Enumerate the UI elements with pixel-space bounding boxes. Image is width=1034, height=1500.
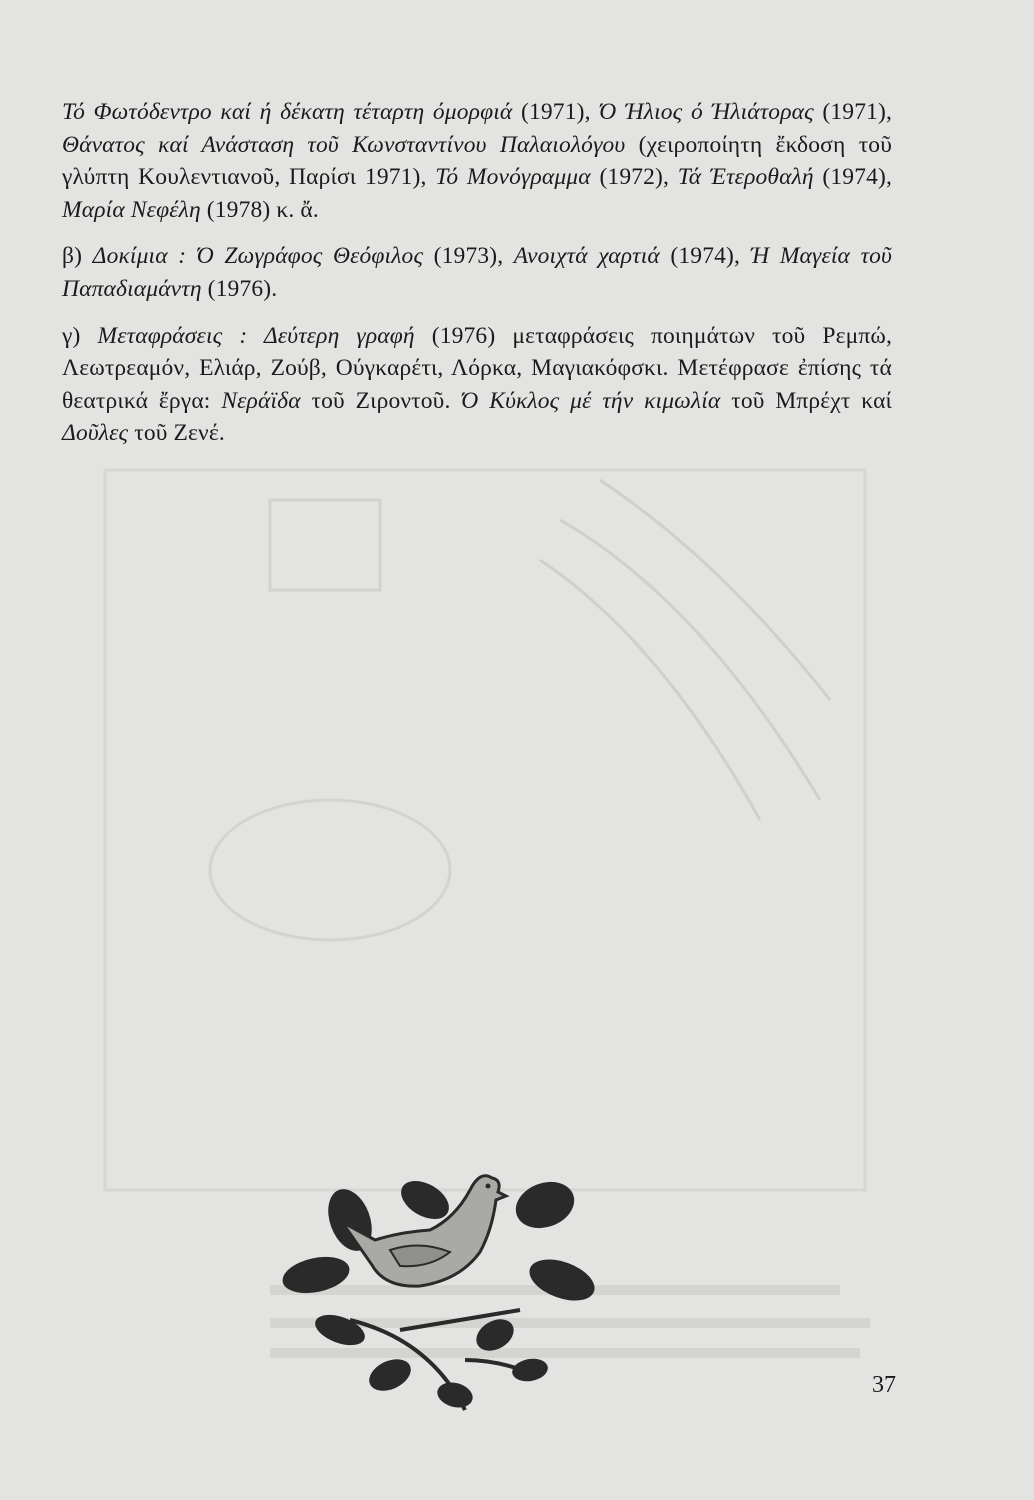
bird-on-branch-icon [280, 1170, 600, 1420]
paragraph-translations [62, 320, 892, 450]
text-run: Μαρία Νεφέλη [62, 196, 201, 223]
text-run: τοῦ Ζιροντοῦ. [300, 387, 462, 414]
text-run: Τό Φωτόδεντρο καί ή δέκατη τέταρτη όμορφιά [62, 99, 513, 125]
text-run: Ανοιχτά χαρτιά [513, 243, 660, 270]
text-run: Μεταφράσεις : Δεύτερη γραφή [97, 322, 415, 349]
text-run: Δοκίμια : Ό Ζωγράφος Θεόφιλος [92, 243, 424, 270]
text-run: (1974), [659, 243, 751, 270]
text-run: (χειροποίητη ἔκδοση τοῦ γλύπτη Κουλεντιανοῦ, Παρίσι 1971), [62, 131, 892, 191]
text-run: Δοῦλες [62, 420, 129, 447]
text-run: Τά Έτεροθαλή [677, 164, 814, 191]
text-run: Ό Κύκλος μέ τήν κιμωλία [461, 387, 721, 414]
body-text [62, 96, 892, 464]
text-run: β) [62, 243, 93, 270]
text-run: (1978) κ. ἄ. [200, 196, 319, 223]
text-run: (1976). [201, 275, 278, 302]
text-run: τοῦ Μπρέχτ καί [720, 387, 893, 414]
paragraph-essays [62, 240, 892, 305]
page-number: 37 [872, 1372, 896, 1398]
text-run: Νεράϊδα [221, 387, 301, 414]
text-run: (1971), [813, 99, 892, 125]
text-run: Τό Μονόγραμμα [435, 164, 591, 191]
text-run: γ) [62, 322, 98, 349]
paragraph-works [62, 96, 892, 226]
text-run: τοῦ Ζενέ. [128, 420, 225, 447]
text-run: (1974), [813, 164, 892, 191]
text-run: (1971), [512, 99, 600, 125]
text-run: Ή Μαγεία τοῦ Παπαδιαμάντη [62, 243, 892, 302]
text-run: (1976) μεταφράσεις ποιημάτων τοῦ Ρεμπώ, Λεωτρεαμόν, Ελιάρ, Ζούβ, Ούγκαρέτι, Λόρκα, Μαγιακόφσκι. Μετέφρασε ἐπίσης τά θεατρικά ἔργα: [62, 322, 893, 414]
text-run: (1973), [423, 243, 514, 270]
text-run: (1972), [590, 164, 678, 191]
text-run: Ό Ήλιος ό Ήλιάτορας [599, 99, 814, 125]
text-run: Θάνατος καί Ανάσταση τοῦ Κωνσταντίνου Παλαιολόγου [62, 131, 626, 158]
